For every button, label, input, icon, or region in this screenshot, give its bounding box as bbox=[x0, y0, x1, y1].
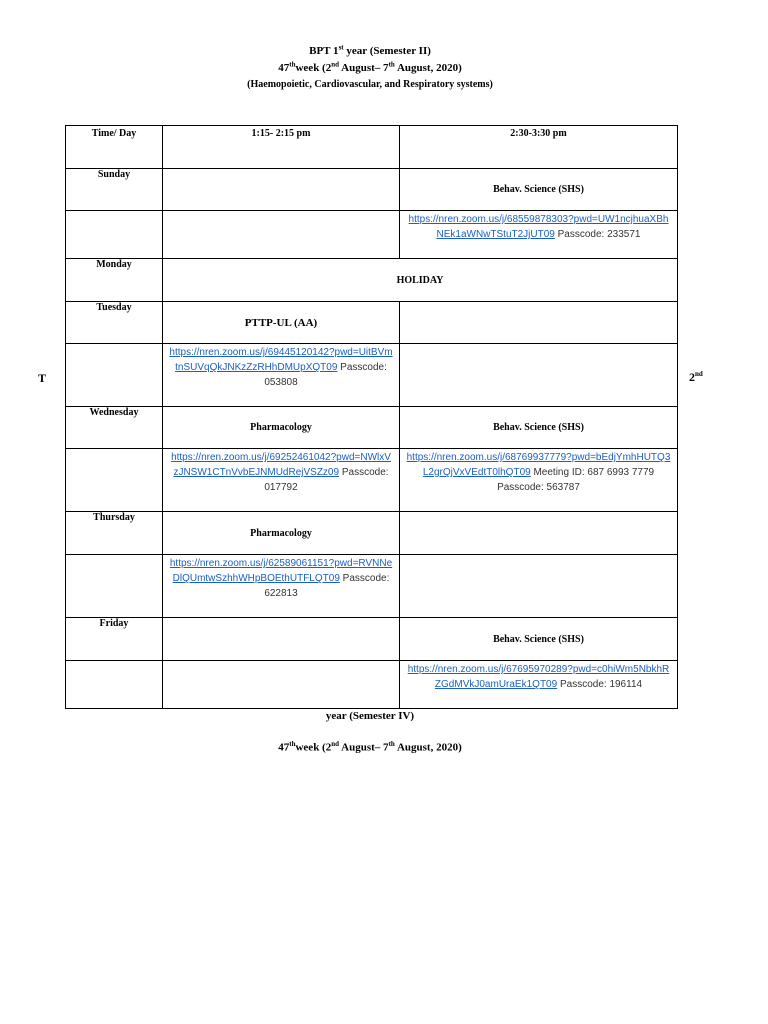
zoom-link[interactable]: https://nren.zoom.us/j/69445120142?pwd=UitBVmtnSUVqQkJNKzZzRHhDMUpXQT09 bbox=[169, 347, 393, 373]
table-row bbox=[66, 302, 678, 344]
subject-cell: Pharmacology bbox=[163, 512, 400, 555]
day-tuesday: Tuesday bbox=[66, 302, 163, 344]
zoom-link-cell: https://nren.zoom.us/j/62589061151?pwd=RVNNeDlQUmtwSzhhWHpBOEthUTFLQT09 Passcode: 622813 bbox=[163, 555, 400, 618]
subject-cell: Behav. Science (SHS) bbox=[400, 169, 678, 211]
table-row bbox=[66, 344, 678, 407]
systems-subtitle: (Haemopoietic, Cardiovascular, and Respiratory systems) bbox=[247, 79, 493, 90]
empty-cell bbox=[400, 555, 678, 618]
zoom-link[interactable]: https://nren.zoom.us/j/68559878303?pwd=UW1ncjhuaXBhNEk1aWNwTStuT2JjUT09 bbox=[408, 214, 669, 240]
empty-cell bbox=[163, 618, 400, 661]
empty-cell bbox=[66, 449, 163, 512]
zoom-link[interactable]: https://nren.zoom.us/j/68769937779?pwd=bEdjYmhHUTQ3L2grQjVxVEdtT0lhQT09 bbox=[406, 452, 671, 478]
empty-cell bbox=[66, 555, 163, 618]
empty-cell bbox=[163, 661, 400, 709]
zoom-link[interactable]: https://nren.zoom.us/j/62589061151?pwd=RVNNeDlQUmtwSzhhWHpBOEthUTFLQT09 bbox=[169, 558, 393, 584]
subject-cell: Behav. Science (SHS) bbox=[400, 618, 678, 661]
empty-cell bbox=[400, 302, 678, 344]
subject-cell: PTTP-UL (AA) bbox=[163, 302, 400, 344]
zoom-link-cell: https://nren.zoom.us/j/67695970289?pwd=c0hiWm5NbkhRZGdMVkJ0amUraEk1QT09 Passcode: 196114 bbox=[400, 661, 678, 709]
zoom-link-cell: https://nren.zoom.us/j/68769937779?pwd=bEdjYmhHUTQ3L2grQjVxVEdtT0lhQT09 Meeting ID: 687 6993 7779 Passcode: 563787 bbox=[400, 449, 678, 512]
table-row bbox=[66, 661, 678, 709]
table-row bbox=[66, 211, 678, 259]
empty-cell bbox=[163, 211, 400, 259]
header-slot-2: 2:30-3:30 pm bbox=[400, 126, 678, 169]
footer-week-line: 47thweek (2nd August– 7th August, 2020) bbox=[278, 740, 462, 754]
subject-cell: Behav. Science (SHS) bbox=[400, 407, 678, 449]
zoom-link-cell: https://nren.zoom.us/j/68559878303?pwd=UW1ncjhuaXBhNEk1aWNwTStuT2JjUT09 Passcode: 233571 bbox=[400, 211, 678, 259]
empty-cell bbox=[400, 512, 678, 555]
zoom-link-cell: https://nren.zoom.us/j/69445120142?pwd=UitBVmtnSUVqQkJNKzZzRHhDMUpXQT09 Passcode: 053808 bbox=[163, 344, 400, 407]
empty-cell bbox=[400, 344, 678, 407]
holiday-cell: HOLIDAY bbox=[163, 259, 678, 302]
day-thursday: Thursday bbox=[66, 512, 163, 555]
day-friday: Friday bbox=[66, 618, 163, 661]
week-line: 47thweek (2nd August– 7th August, 2020) bbox=[278, 60, 462, 74]
zoom-link[interactable]: https://nren.zoom.us/j/69252461042?pwd=NWlxVzJNSW1CTnVvbEJNMUdRejVSZz09 bbox=[171, 452, 391, 478]
table-row bbox=[66, 259, 678, 302]
title-line-1: BPT 1st year (Semester II) bbox=[309, 43, 431, 57]
table-header-row bbox=[66, 126, 678, 169]
table-row bbox=[66, 449, 678, 512]
day-wednesday: Wednesday bbox=[66, 407, 163, 449]
table-row bbox=[66, 169, 678, 211]
day-sunday: Sunday bbox=[66, 169, 163, 211]
table-row bbox=[66, 555, 678, 618]
empty-cell bbox=[66, 661, 163, 709]
day-monday: Monday bbox=[66, 259, 163, 302]
zoom-link[interactable]: https://nren.zoom.us/j/67695970289?pwd=c0hiWm5NbkhRZGdMVkJ0amUraEk1QT09 bbox=[407, 664, 670, 690]
timetable bbox=[65, 125, 678, 709]
table-row bbox=[66, 512, 678, 555]
empty-cell bbox=[163, 169, 400, 211]
table-row bbox=[66, 618, 678, 661]
stray-text-right: 2nd bbox=[689, 370, 703, 384]
footer-semester-line: year (Semester IV) bbox=[325, 710, 415, 722]
empty-cell bbox=[66, 344, 163, 407]
header-slot-1: 1:15- 2:15 pm bbox=[163, 126, 400, 169]
header-time-day: Time/ Day bbox=[66, 126, 163, 169]
subject-cell: Pharmacology bbox=[163, 407, 400, 449]
table-row bbox=[66, 407, 678, 449]
zoom-link-cell: https://nren.zoom.us/j/69252461042?pwd=NWlxVzJNSW1CTnVvbEJNMUdRejVSZz09 Passcode: 017792 bbox=[163, 449, 400, 512]
empty-cell bbox=[66, 211, 163, 259]
stray-text-left: T bbox=[38, 371, 47, 385]
